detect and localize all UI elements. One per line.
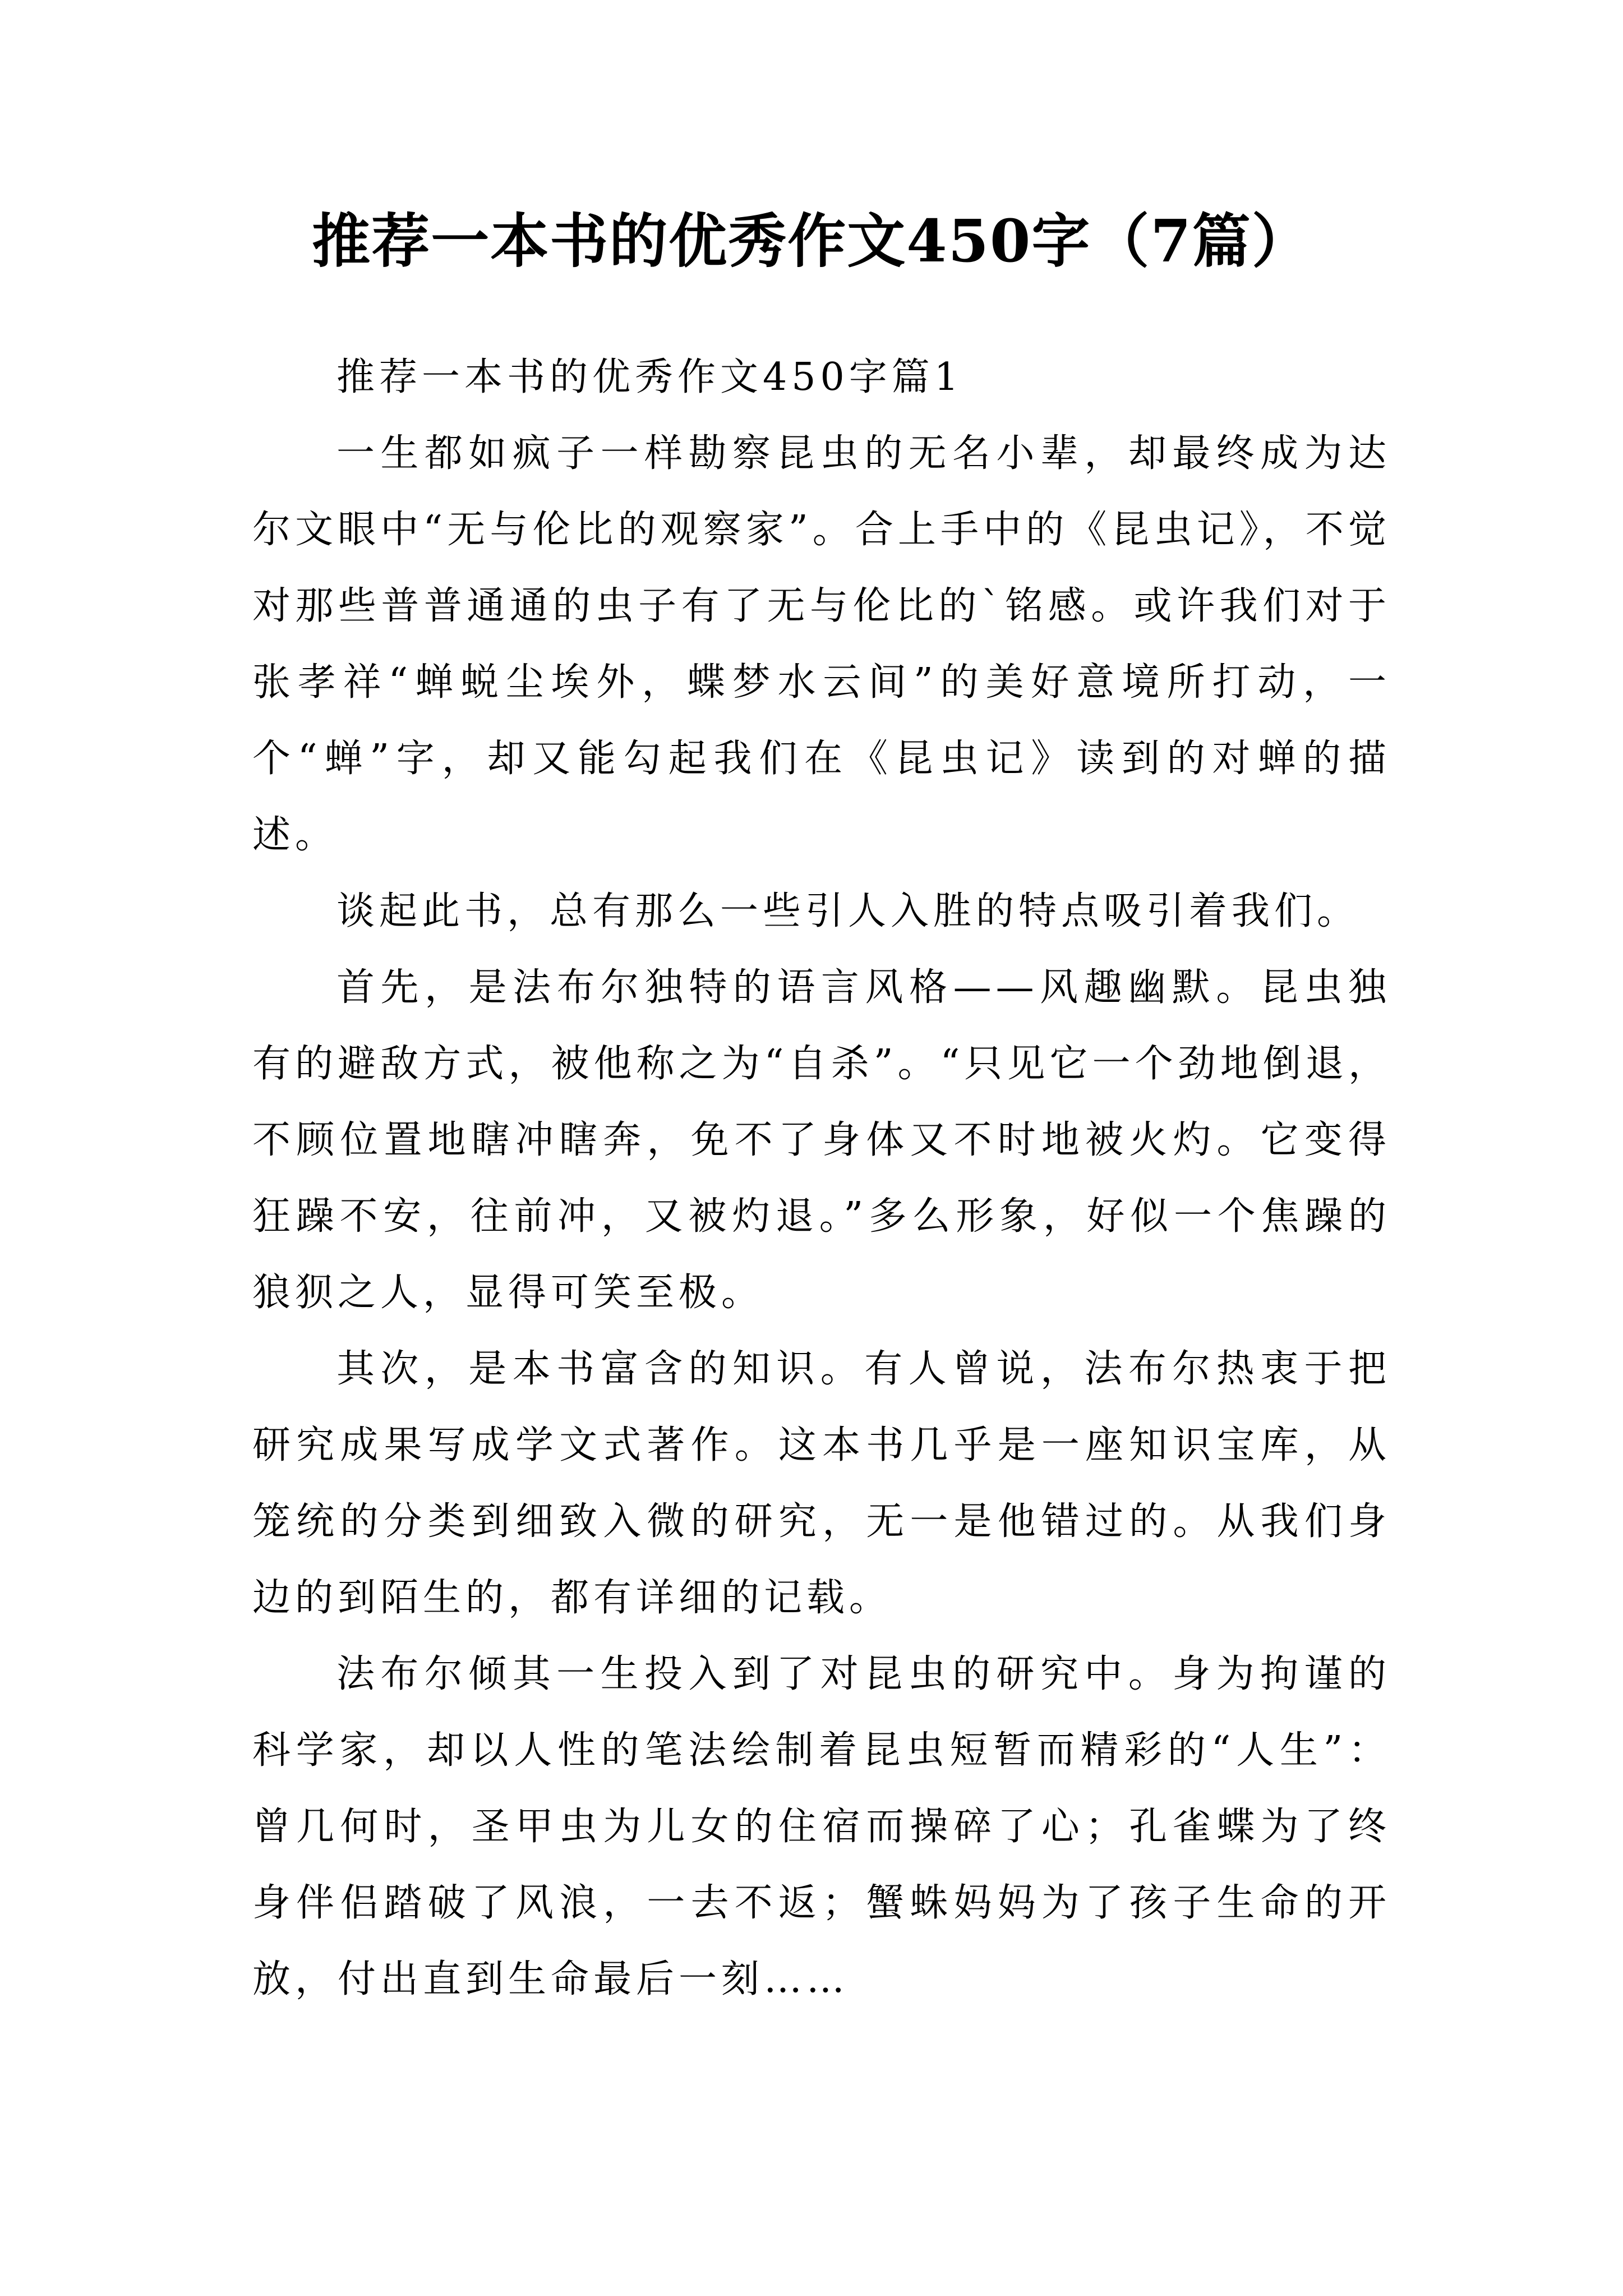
paragraph: 其次，是本书富含的知识。有人曾说，法布尔热衷于把研究成果写成学文式著作。这本书几乎是一座知识宝库，从笼统的分类到细致入微的研究，无一是他错过的。从我们身边的到陌生的，都有详细的记载。 — [252, 1347, 1391, 1620]
paragraph: 首先，是法布尔独特的语言风格——风趣幽默。昆虫独有的避敌方式，被他称之为“自杀”。“只见它一个劲地倒退，不顾位置地瞎冲瞎奔，免不了身体又不时地被火灼。它变得狂躁不安，往前冲，又被灼退。”多么形象，好似一个焦躁的狼狈之人，显得可笑至极。 — [252, 965, 1391, 1315]
document-title: 推荐一本书的优秀作文450字（7篇） — [312, 206, 1311, 275]
document-body — [252, 339, 1391, 2018]
paragraph: 谈起此书，总有那么一些引人入胜的特点吸引着我们。 — [336, 889, 1360, 933]
section-heading: 推荐一本书的优秀作文450字篇1 — [336, 355, 963, 399]
paragraph: 法布尔倾其一生投入到了对昆虫的研究中。身为拘谨的科学家，却以人性的笔法绘制着昆虫短暂而精彩的“人生”：曾几何时，圣甲虫为儿女的住宿而操碎了心；孔雀蝶为了终身伴侣踏破了风浪，一去不返；蟹蛛妈妈为了孩子生命的开放，付出直到生命最后一刻…… — [252, 1652, 1391, 2001]
paragraph: 一生都如疯子一样勘察昆虫的无名小辈，却最终成为达尔文眼中“无与伦比的观察家”。合上手中的《昆虫记》，不觉对那些普普通通的虫子有了无与伦比的`铭感。或许我们对于张孝祥“蝉蜕尘埃外，蝶梦水云间”的美好意境所打动，一个“蝉”字，却又能勾起我们在《昆虫记》读到的对蝉的描述。 — [252, 431, 1391, 857]
